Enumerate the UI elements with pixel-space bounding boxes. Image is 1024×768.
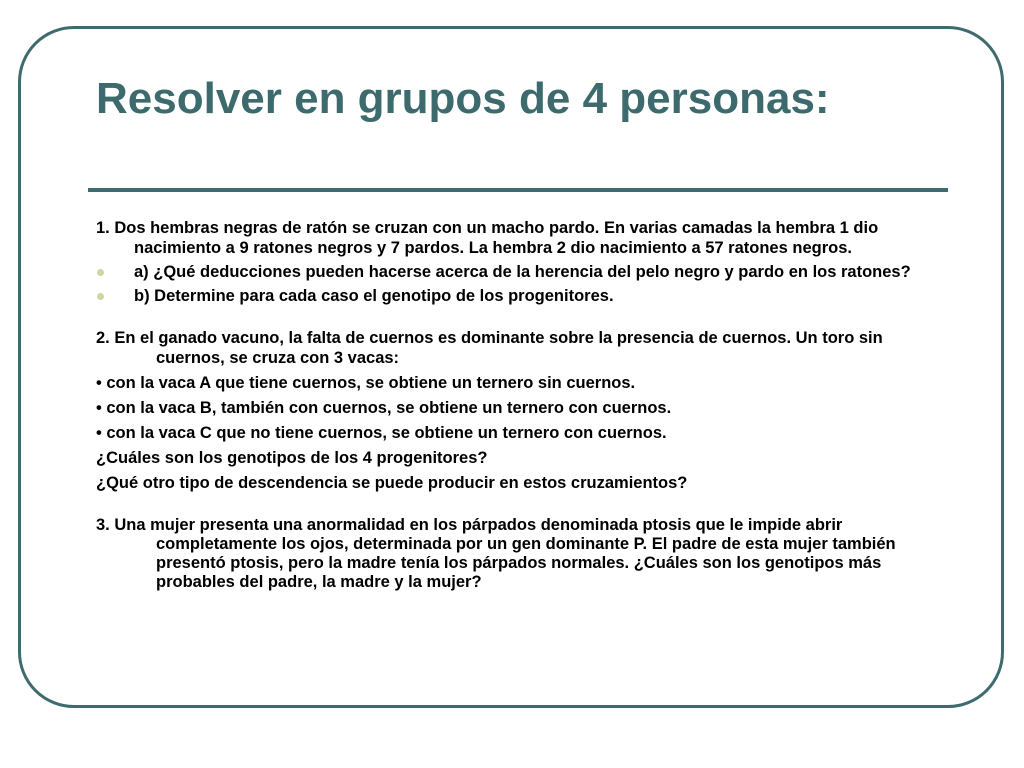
problem-2-line: • con la vaca B, también con cuernos, se obtiene un ternero con cuernos. bbox=[96, 399, 672, 417]
problem-2-text: 2. En el ganado vacuno, la falta de cuernos es dominante sobre la presencia de cuernos. Un toro sin cuernos, se cruza con 3 vacas: bbox=[96, 329, 883, 367]
problem-2-question: ¿Cuáles son los genotipos de los 4 progenitores? bbox=[96, 449, 488, 467]
problem-1-text: 1. Dos hembras negras de ratón se cruzan con un macho pardo. En varias camadas la hembra 1 dio nacimiento a 9 ratones negros y 7 pardos. La hembra 2 dio nacimiento a 57 ratones negros. bbox=[96, 219, 879, 257]
problem-2-line: • con la vaca A que tiene cuernos, se obtiene un ternero sin cuernos. bbox=[96, 374, 636, 392]
slide-content bbox=[96, 218, 946, 596]
title-divider bbox=[88, 188, 948, 192]
problem-1-question-b-text: b) Determine para cada caso el genotipo de los progenitores. bbox=[134, 287, 614, 305]
problem-1-question-a bbox=[96, 262, 946, 282]
slide-title: Resolver en grupos de 4 personas: bbox=[96, 74, 830, 123]
problem-1-question-b bbox=[96, 286, 946, 306]
problem-1-question-a-text: a) ¿Qué deducciones pueden hacerse acerca de la herencia del pelo negro y pardo en los ratones? bbox=[134, 263, 911, 281]
problem-2-question: ¿Qué otro tipo de descendencia se puede producir en estos cruzamientos? bbox=[96, 474, 688, 492]
problem-2-line: • con la vaca C que no tiene cuernos, se obtiene un ternero con cuernos. bbox=[96, 424, 667, 442]
bullet-dot-icon bbox=[97, 293, 104, 300]
problem-3-text: 3. Una mujer presenta una anormalidad en los párpados denominada ptosis que le impide abrir completamente los ojos, determinada por un gen dominante P. El padre de esta mujer también presentó ptosis, pero la madre tenía los párpados normales. ¿Cuáles son los genotipos más probables del padre, la madre y la mujer? bbox=[96, 516, 896, 591]
bullet-dot-icon bbox=[97, 269, 104, 276]
